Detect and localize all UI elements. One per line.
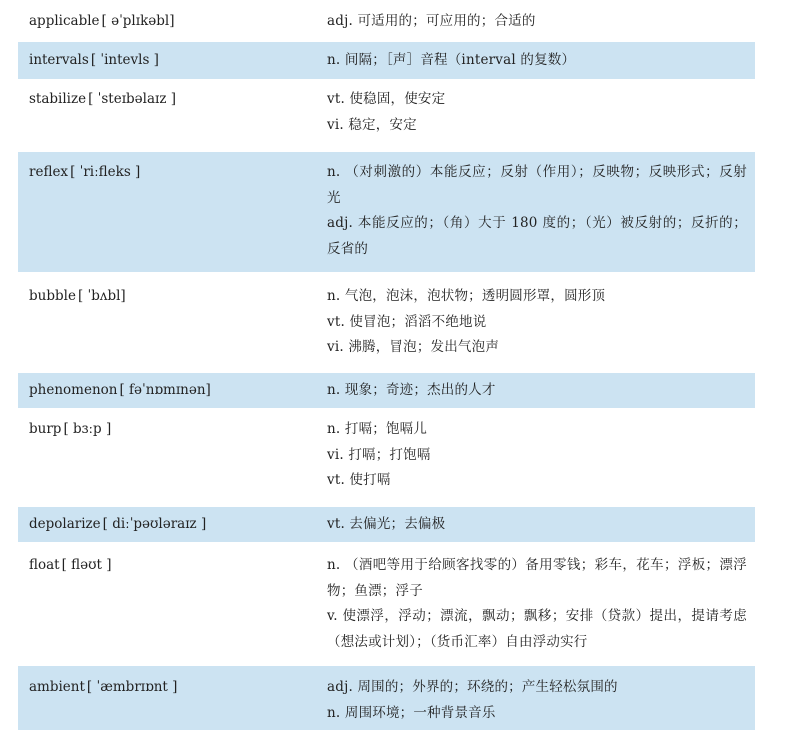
phonetic-transcription: [ ˈæmbrɪɒnt ] [86, 679, 178, 695]
vocab-headword [29, 512, 327, 538]
vocab-row [18, 666, 755, 730]
phonetic-transcription: [ diːˈpəʊləraɪz ] [102, 515, 207, 532]
phonetic-transcription: [ ˈsteɪbəlaɪz ] [88, 91, 177, 107]
vocab-row [18, 2, 755, 42]
phonetic-transcription: [ ˈriːfleks ] [70, 164, 141, 180]
headword-text: float [29, 557, 60, 573]
vocab-row [18, 542, 755, 666]
vocab-row [18, 152, 755, 272]
vocab-headword [29, 48, 327, 74]
definition-line: vi. 打嗝；打饱嗝 [327, 446, 431, 463]
vocab-headword [29, 553, 327, 655]
phonetic-transcription: [ ˈintevls ] [90, 51, 159, 68]
vocab-definitions [327, 284, 755, 361]
definition-line: n. 周围环境；一种背景音乐 [327, 704, 496, 721]
definition-line: vt. 使打嗝 [327, 472, 391, 488]
phonetic-transcription: [ əˈplɪkəbl] [101, 13, 175, 29]
phonetic-transcription: [ fəˈnɒmɪnən] [119, 381, 211, 398]
vocab-definitions [327, 48, 755, 74]
phonetic-transcription: [ bɜːp ] [63, 421, 112, 437]
definition-line: n. 间隔；［声］音程（interval 的复数） [327, 51, 576, 68]
definition-line: vi. 沸腾，冒泡；发出气泡声 [327, 339, 500, 355]
phonetic-transcription: [ ˈbʌbl] [77, 288, 126, 304]
definition-line: vt. 去偏光；去偏极 [327, 515, 446, 532]
vocab-definitions [327, 9, 755, 35]
vocab-headword [29, 284, 327, 361]
vocab-definitions [327, 160, 755, 262]
vocab-row [18, 42, 755, 80]
headword-text: phenomenon [29, 381, 118, 398]
definition-line: n. 现象；奇迹；杰出的人才 [327, 381, 496, 398]
definition-line: vt. 使冒泡；滔滔不绝地说 [327, 313, 487, 330]
vocab-definitions [327, 553, 755, 655]
vocab-headword [29, 9, 327, 35]
headword-text: stabilize [29, 91, 87, 107]
definition-line: n. （对刺激的）本能反应；反射（作用）；反映物；反映形式；反射光 [327, 164, 747, 206]
phonetic-transcription: [ fləʊt ] [61, 557, 112, 573]
vocab-headword [29, 675, 327, 726]
definition-line: n. （酒吧等用于给顾客找零的）备用零钱；彩车，花车；浮板；漂浮物；鱼漂；浮子 [327, 557, 747, 599]
definition-line: adj. 本能反应的；（角）大于 180 度的；（光）被反射的；反折的；反省的 [327, 215, 747, 257]
vocab-definitions [327, 512, 755, 538]
headword-text: bubble [29, 288, 76, 304]
vocab-row [18, 507, 755, 543]
vocab-definitions [327, 87, 755, 138]
vocab-headword [29, 160, 327, 262]
definition-line: v. 使漂浮，浮动；漂流，飘动；飘移；安排（贷款）提出，提请考虑（想法或计划）；（货币汇率）自由浮动实行 [327, 608, 747, 650]
vocab-definitions [327, 675, 755, 726]
headword-text: applicable [29, 13, 100, 29]
vocab-headword [29, 417, 327, 494]
headword-text: intervals [29, 51, 89, 68]
vocab-row [18, 272, 755, 373]
vocab-headword [29, 87, 327, 138]
vocab-row [18, 79, 755, 152]
vocab-headword [29, 378, 327, 404]
vocab-row [18, 373, 755, 409]
definition-line: n. 气泡，泡沫，泡状物；透明圆形罩，圆形顶 [327, 288, 606, 304]
headword-text: burp [29, 421, 62, 437]
headword-text: reflex [29, 164, 69, 180]
headword-text: ambient [29, 679, 85, 695]
definition-line: n. 打嗝；饱嗝儿 [327, 421, 428, 437]
vocabulary-table [18, 2, 755, 730]
definition-line: vi. 稳定，安定 [327, 116, 417, 133]
definition-line: adj. 可适用的；可应用的；合适的 [327, 13, 536, 29]
vocab-definitions [327, 417, 755, 494]
definition-line: adj. 周围的；外界的；环绕的；产生轻松氛围的 [327, 679, 618, 695]
vocab-definitions [327, 378, 755, 404]
headword-text: depolarize [29, 515, 101, 532]
vocab-row [18, 408, 755, 507]
definition-line: vt. 使稳固，使安定 [327, 91, 446, 107]
